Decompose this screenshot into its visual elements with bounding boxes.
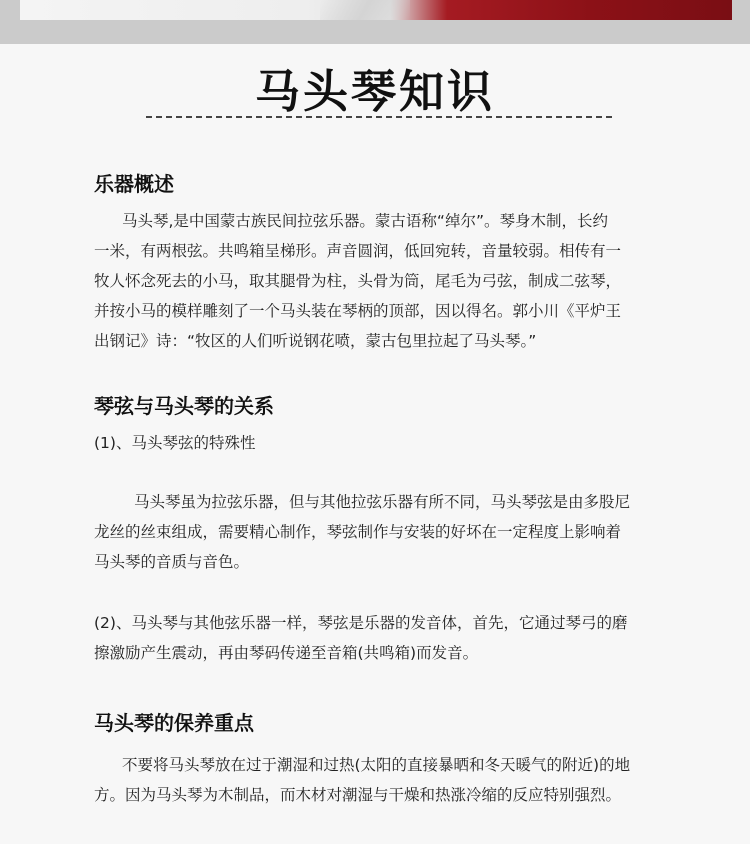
paragraph-line: (2)、马头琴与其他弦乐器一样，琴弦是乐器的发音体，首先，它通过琴弓的磨 (94, 614, 628, 632)
article-page (0, 44, 750, 844)
subheading-strings-uniqueness: (1)、马头琴弦的特殊性 (94, 434, 256, 452)
paragraph-line: 一米，有两根弦。共鸣箱呈梯形。声音圆润，低回宛转，音量较弱。相传有一 (94, 242, 622, 260)
paragraph-line: 牧人怀念死去的小马，取其腿骨为柱，头骨为筒，尾毛为弓弦，制成二弦琴， (94, 272, 622, 290)
paragraph-line: 擦激励产生震动，再由琴码传递至音箱(共鸣箱)而发音。 (94, 644, 479, 662)
paragraph-line: 出钢记》诗：“牧区的人们听说钢花喷，蒙古包里拉起了马头琴。” (94, 332, 537, 350)
overview-paragraph (94, 206, 674, 356)
section-heading-maintenance: 马头琴的保养重点 (94, 711, 254, 735)
title-divider (146, 116, 612, 118)
paragraph-line: 不要将马头琴放在过于潮湿和过热(太阳的直接暴晒和冬天暖气的附近)的地 (122, 756, 631, 774)
banner-image (20, 0, 732, 20)
strings-paragraph-1 (94, 487, 674, 577)
page-title: 马头琴知识 (254, 65, 495, 118)
maintenance-paragraph (94, 750, 674, 810)
section-heading-overview: 乐器概述 (94, 172, 174, 196)
paragraph-line: 马头琴虽为拉弦乐器，但与其他拉弦乐器有所不同，马头琴弦是由多股尼 (134, 493, 631, 511)
section-heading-strings: 琴弦与马头琴的关系 (94, 394, 274, 418)
paragraph-line: 马头琴,是中国蒙古族民间拉弦乐器。蒙古语称“绰尔”。琴身木制，长约 (122, 212, 608, 230)
paragraph-line: 龙丝的丝束组成，需要精心制作，琴弦制作与安装的好坏在一定程度上影响着 (94, 523, 622, 541)
strings-paragraph-2 (94, 608, 674, 668)
paragraph-line: 并按小马的模样雕刻了一个马头装在琴柄的顶部，因以得名。郭小川《平炉王 (94, 302, 622, 320)
paragraph-line: 方。因为马头琴为木制品，而木材对潮湿与干燥和热涨冷缩的反应特别强烈。 (94, 786, 622, 804)
paragraph-line: 马头琴的音质与音色。 (94, 553, 250, 571)
top-banner-strip (0, 0, 750, 44)
